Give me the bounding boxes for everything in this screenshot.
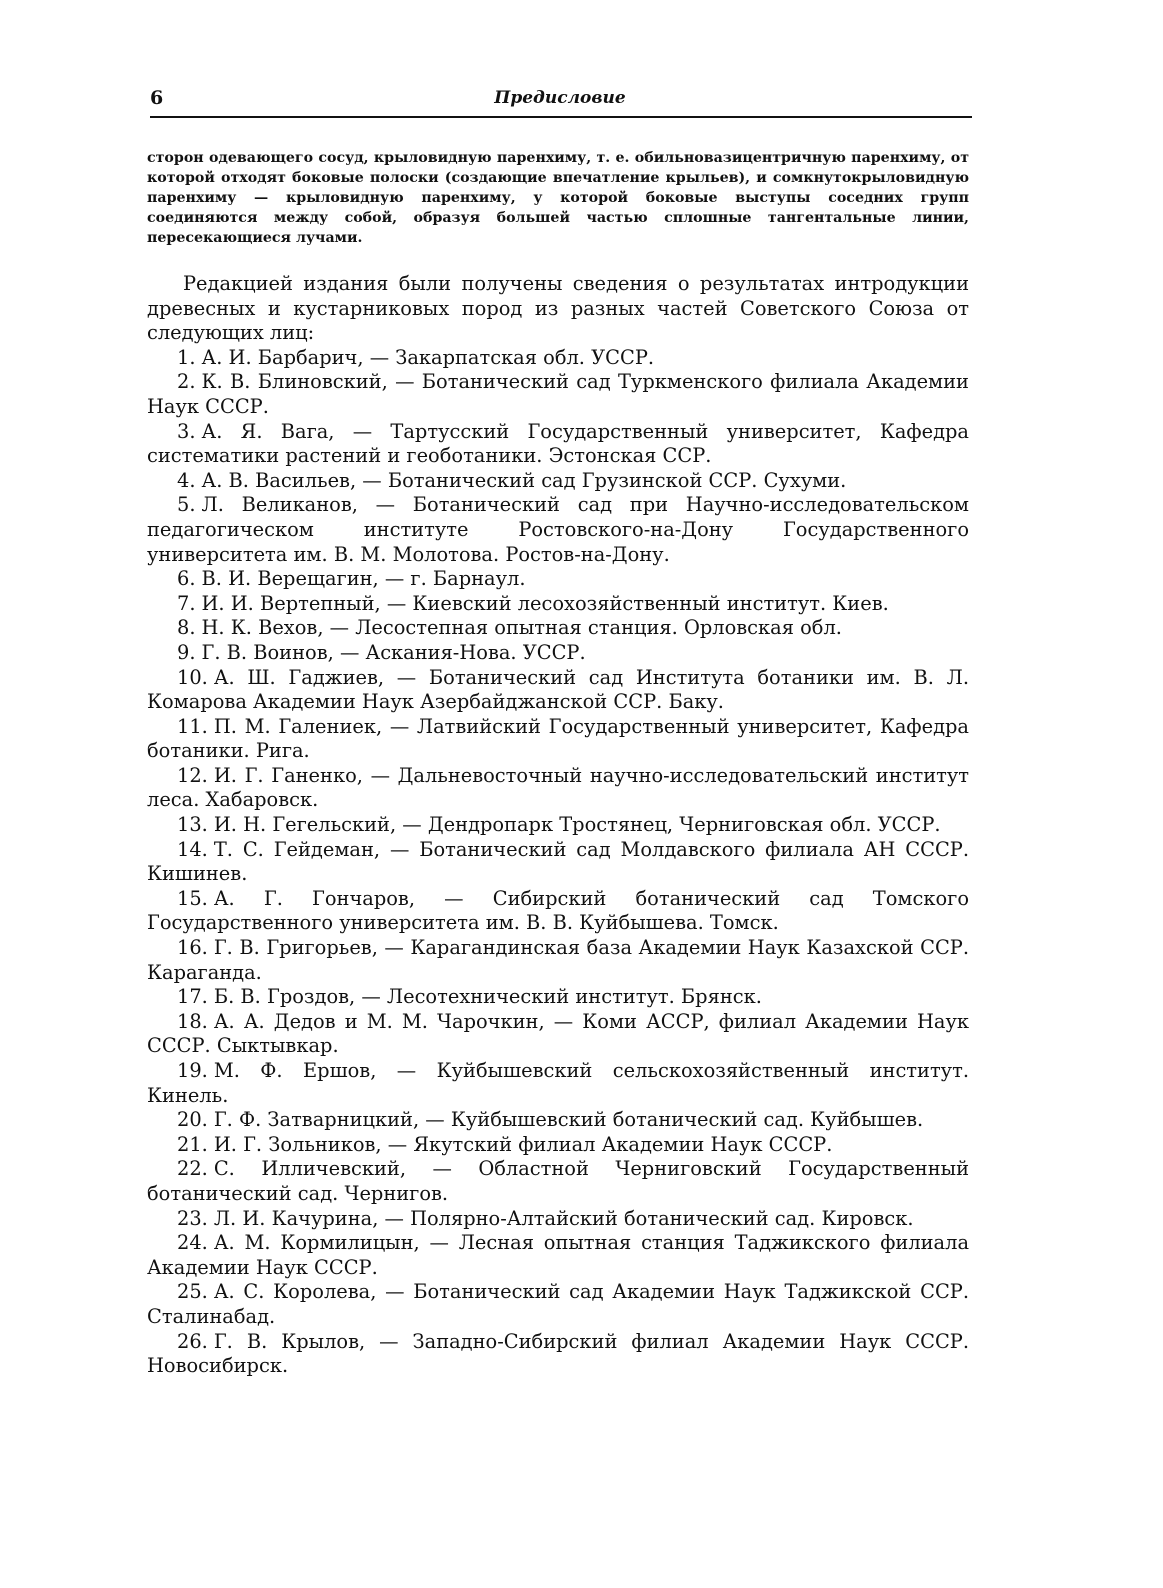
- list-item-text: М. Ф. Ершов, — Куйбышевский сельскохозяйственный институт. Кинель.: [147, 1059, 969, 1107]
- list-item-number: 9.: [177, 640, 196, 664]
- running-title: Предисловие: [494, 88, 626, 108]
- list-item-text: И. И. Вертепный, — Киевский лесохозяйственный институт. Киев.: [201, 591, 889, 615]
- list-item-number: 14.: [177, 837, 208, 861]
- list-item-number: 3.: [177, 419, 196, 443]
- list-item: [147, 1207, 969, 1232]
- list-item-number: 25.: [177, 1280, 208, 1304]
- list-item: [147, 813, 969, 838]
- list-item: [147, 641, 969, 666]
- list-item-text: А. С. Королева, — Ботанический сад Академии Наук Таджикской ССР. Сталинабад.: [147, 1280, 969, 1328]
- list-item-number: 15.: [177, 886, 208, 910]
- list-item: [147, 838, 969, 887]
- list-item-text: А. В. Васильев, — Ботанический сад Грузинской ССР. Сухуми.: [201, 468, 847, 492]
- list-item: [147, 1108, 969, 1133]
- list-item-number: 12.: [177, 763, 208, 787]
- list-item: [147, 936, 969, 985]
- list-item: [147, 985, 969, 1010]
- list-item: [147, 493, 969, 567]
- list-item: [147, 715, 969, 764]
- header-rule: [150, 116, 972, 118]
- list-item-number: 5.: [177, 493, 196, 517]
- list-item: [147, 420, 969, 469]
- list-item-text: К. В. Блиновский, — Ботанический сад Туркменского филиала Академии Наук СССР.: [147, 370, 969, 418]
- list-item-number: 20.: [177, 1108, 208, 1132]
- list-item-text: А. Я. Вага, — Тартусский Государственный университет, Кафедра систематики растений и геоботаники. Эстонская ССР.: [147, 419, 969, 468]
- list-item-text: А. Ш. Гаджиев, — Ботанический сад Института ботаники им. В. Л. Комарова Академии Наук Азербайджанской ССР. Баку.: [147, 665, 969, 714]
- list-item-number: 8.: [177, 616, 196, 640]
- list-item-number: 13.: [177, 813, 208, 837]
- list-item-text: А. А. Дедов и М. М. Чарочкин, — Коми АССР, филиал Академии Наук СССР. Сыктывкар.: [147, 1009, 969, 1058]
- list-item: [147, 764, 969, 813]
- list-item-text: Г. В. Воинов, — Аскания-Нова. УССР.: [201, 640, 586, 664]
- list-item-text: И. Г. Ганенко, — Дальневосточный научно-исследовательский институт леса. Хабаровск.: [147, 763, 969, 812]
- list-item-text: А. Г. Гончаров, — Сибирский ботанический сад Томского Государственного университета им. В. В. Куйбышева. Томск.: [147, 886, 969, 935]
- list-item: [147, 370, 969, 419]
- list-item-text: И. Н. Гегельский, — Дендропарк Тростянец, Черниговская обл. УССР.: [213, 813, 941, 837]
- list-item-number: 24.: [177, 1231, 208, 1255]
- list-item-text: Г. В. Григорьев, — Карагандинская база Академии Наук Казахской ССР. Караганда.: [147, 936, 969, 984]
- list-item: [147, 592, 969, 617]
- page-number: 6: [150, 87, 164, 109]
- list-item-number: 21.: [177, 1132, 208, 1156]
- list-item-text: Л. Великанов, — Ботанический сад при Научно-исследовательском педагогическом институте Ростовского-на-Дону Государственного университета им. В. М. Молотова. Ростов-на-Дону.: [147, 493, 969, 566]
- page-header: [150, 86, 970, 112]
- list-item-number: 22.: [177, 1157, 208, 1181]
- list-item: [147, 1133, 969, 1158]
- list-item-text: П. М. Галениек, — Латвийский Государственный университет, Кафедра ботаники. Рига.: [147, 714, 969, 763]
- list-item-number: 10.: [177, 665, 208, 689]
- list-item-number: 19.: [177, 1059, 208, 1082]
- list-item-number: 2.: [177, 370, 196, 394]
- list-item-number: 17.: [177, 985, 208, 1009]
- list-item: [147, 1280, 969, 1329]
- list-item-text: В. И. Верещагин, — г. Барнаул.: [201, 567, 526, 591]
- list-item-number: 11.: [177, 714, 208, 738]
- list-item: [147, 567, 969, 592]
- list-item-text: А. И. Барбарич, — Закарпатская обл. УССР.: [201, 345, 655, 369]
- list-item-text: Б. В. Гроздов, — Лесотехнический институт. Брянск.: [213, 985, 762, 1009]
- list-item-text: Г. Ф. Затварницкий, — Куйбышевский ботанический сад. Куйбышев.: [213, 1108, 924, 1132]
- contributor-list: [147, 346, 969, 1379]
- list-item: [147, 469, 969, 494]
- list-item-number: 26.: [177, 1329, 208, 1353]
- list-item-text: А. М. Кормилицын, — Лесная опытная станция Таджикского филиала Академии Наук СССР.: [147, 1231, 969, 1279]
- list-item: [147, 346, 969, 371]
- list-item-text: И. Г. Зольников, — Якутский филиал Академии Наук СССР.: [213, 1132, 833, 1156]
- list-item-text: С. Илличевский, — Областной Черниговский Государственный ботанический сад. Чернигов.: [147, 1157, 969, 1205]
- list-item-number: 23.: [177, 1206, 208, 1230]
- list-item: [147, 1059, 969, 1108]
- intro-paragraph: Редакцией издания были получены сведения о результатах интродукции древесных и кустарниковых пород из разных частей Советского Союза от следующих лиц:: [147, 272, 969, 345]
- list-item: [147, 1010, 969, 1059]
- list-item-number: 16.: [177, 936, 208, 960]
- list-item-text: Н. К. Вехов, — Лесостепная опытная станция. Орловская обл.: [201, 616, 842, 640]
- list-item: [147, 1231, 969, 1280]
- list-item: [147, 887, 969, 936]
- list-item-number: 7.: [177, 591, 196, 615]
- list-item-number: 18.: [177, 1009, 208, 1033]
- list-item-number: 4.: [177, 468, 196, 492]
- list-item-number: 1.: [177, 345, 196, 369]
- main-text: [147, 272, 969, 1379]
- list-item-text: Л. И. Качурина, — Полярно-Алтайский ботанический сад. Кировск.: [213, 1206, 914, 1230]
- list-item-text: Т. С. Гейдеман, — Ботанический сад Молдавского филиала АН СССР. Кишинев.: [147, 837, 969, 886]
- list-item: [147, 1330, 969, 1379]
- list-item-text: Г. В. Крылов, — Западно-Сибирский филиал Академии Наук СССР. Новосибирск.: [147, 1329, 969, 1378]
- list-item: [147, 666, 969, 715]
- list-item: [147, 616, 969, 641]
- list-item-number: 6.: [177, 567, 196, 591]
- footnote-continuation: сторон одевающего сосуд, крыловидную паренхиму, т. е. обильновазицентричную паренхиму, от которой отходят боковые полоски (создающие впечатление крыльев), и сомкнутокрыловидную паренхиму — крыловидную паренхиму, у которой боковые выступы соседних групп соединяются между собой, образуя большей частью сплошные тангентальные линии, пересекающиеся лучами.: [147, 150, 969, 246]
- list-item: [147, 1157, 969, 1206]
